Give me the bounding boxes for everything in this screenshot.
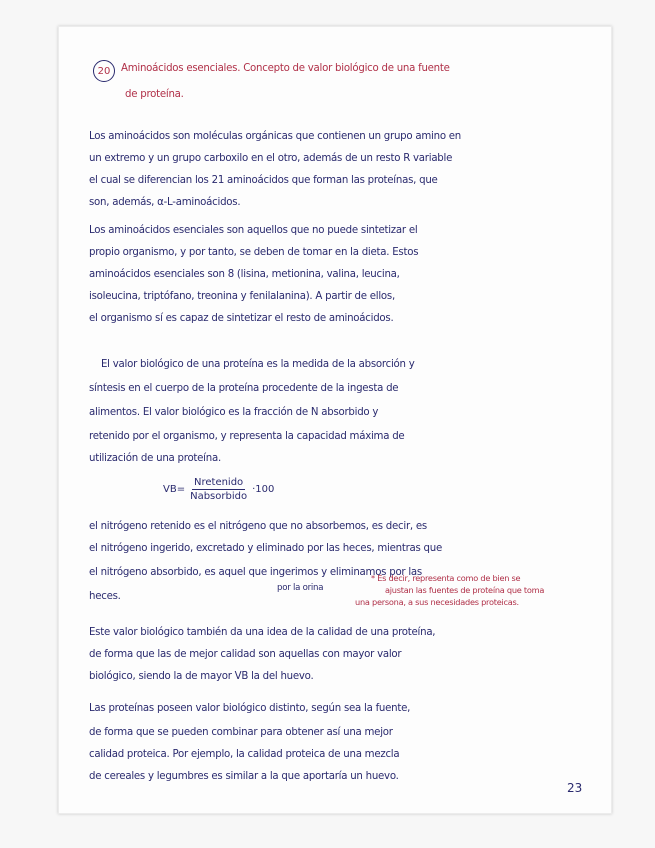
para3-line-5: utilización de una proteína. [89, 453, 221, 464]
formula-fraction [188, 477, 249, 502]
para4-line-4: heces. [89, 591, 121, 602]
question-number-badge: 20 [93, 60, 115, 82]
red-note-line-3: una persona, a sus necesidades proteicas. [355, 597, 519, 607]
title-line-1: Aminoácidos esenciales. Concepto de valor biológico de una fuente [121, 63, 450, 74]
para2-line-5: el organismo sí es capaz de sintetizar el resto de aminoácidos. [89, 313, 394, 324]
para5-line-2: de forma que las de mejor calidad son aquellas con mayor valor [89, 649, 402, 660]
para3-line-3: alimentos. El valor biológico es la fracción de N absorbido y [89, 407, 379, 418]
para6-line-2: de forma que se pueden combinar para obtener así una mejor [89, 727, 393, 738]
vb-formula [163, 477, 274, 502]
para5-line-3: biológico, siendo la de mayor VB la del huevo. [89, 671, 314, 682]
para3-line-2: síntesis en el cuerpo de la proteína procedente de la ingesta de [89, 383, 399, 394]
para3-line-1: El valor biológico de una proteína es la medida de la absorción y [101, 359, 415, 370]
formula-denominator: Nabsorbido [190, 491, 248, 502]
title-line-2: de proteína. [125, 89, 184, 100]
para2-line-4: isoleucina, triptófano, treonina y fenilalanina). A partir de ellos, [89, 291, 395, 302]
para2-line-2: propio organismo, y por tanto, se deben de tomar en la dieta. Estos [89, 247, 419, 258]
formula-lhs: VB= [163, 484, 186, 495]
para6-line-4: de cereales y legumbres es similar a la que aportaría un huevo. [89, 771, 399, 782]
para1-line-4: son, además, α-L-aminoácidos. [89, 197, 241, 208]
para1-line-1: Los aminoácidos son moléculas orgánicas que contienen un grupo amino en [89, 131, 462, 142]
para6-line-3: calidad proteica. Por ejemplo, la calidad proteica de una mezcla [89, 749, 400, 760]
para4-line-3: el nitrógeno absorbido, es aquel que ingerimos y eliminamos por las [89, 567, 422, 578]
para2-line-1: Los aminoácidos esenciales son aquellos que no puede sintetizar el [89, 225, 418, 236]
red-note-line-1: * Es decir, representa como de bien se [371, 573, 521, 583]
para5-line-1: Este valor biológico también da una idea de la calidad de una proteína, [89, 627, 436, 638]
red-note-line-2: ajustan las fuentes de proteína que toma [385, 585, 545, 595]
para3-line-4: retenido por el organismo, y representa la capacidad máxima de [89, 431, 405, 442]
para6-line-1: Las proteínas poseen valor biológico distinto, según sea la fuente, [89, 703, 411, 714]
para4-line-1: el nitrógeno retenido es el nitrógeno que no absorbemos, es decir, es [89, 521, 427, 532]
formula-rhs: ·100 [252, 484, 275, 495]
para1-line-3: el cual se diferencian los 21 aminoácidos que forman las proteínas, que [89, 175, 438, 186]
page-number: 23 [567, 781, 583, 795]
para4-line-2: el nitrógeno ingerido, excretado y eliminado por las heces, mientras que [89, 543, 442, 554]
formula-numerator: Nretenido [194, 477, 244, 488]
orina-note: por la orina [277, 583, 324, 593]
para2-line-3: aminoácidos esenciales son 8 (lisina, metionina, valina, leucina, [89, 269, 400, 280]
para1-line-2: un extremo y un grupo carboxilo en el otro, además de un resto R variable [89, 153, 453, 164]
notebook-page [58, 26, 612, 814]
